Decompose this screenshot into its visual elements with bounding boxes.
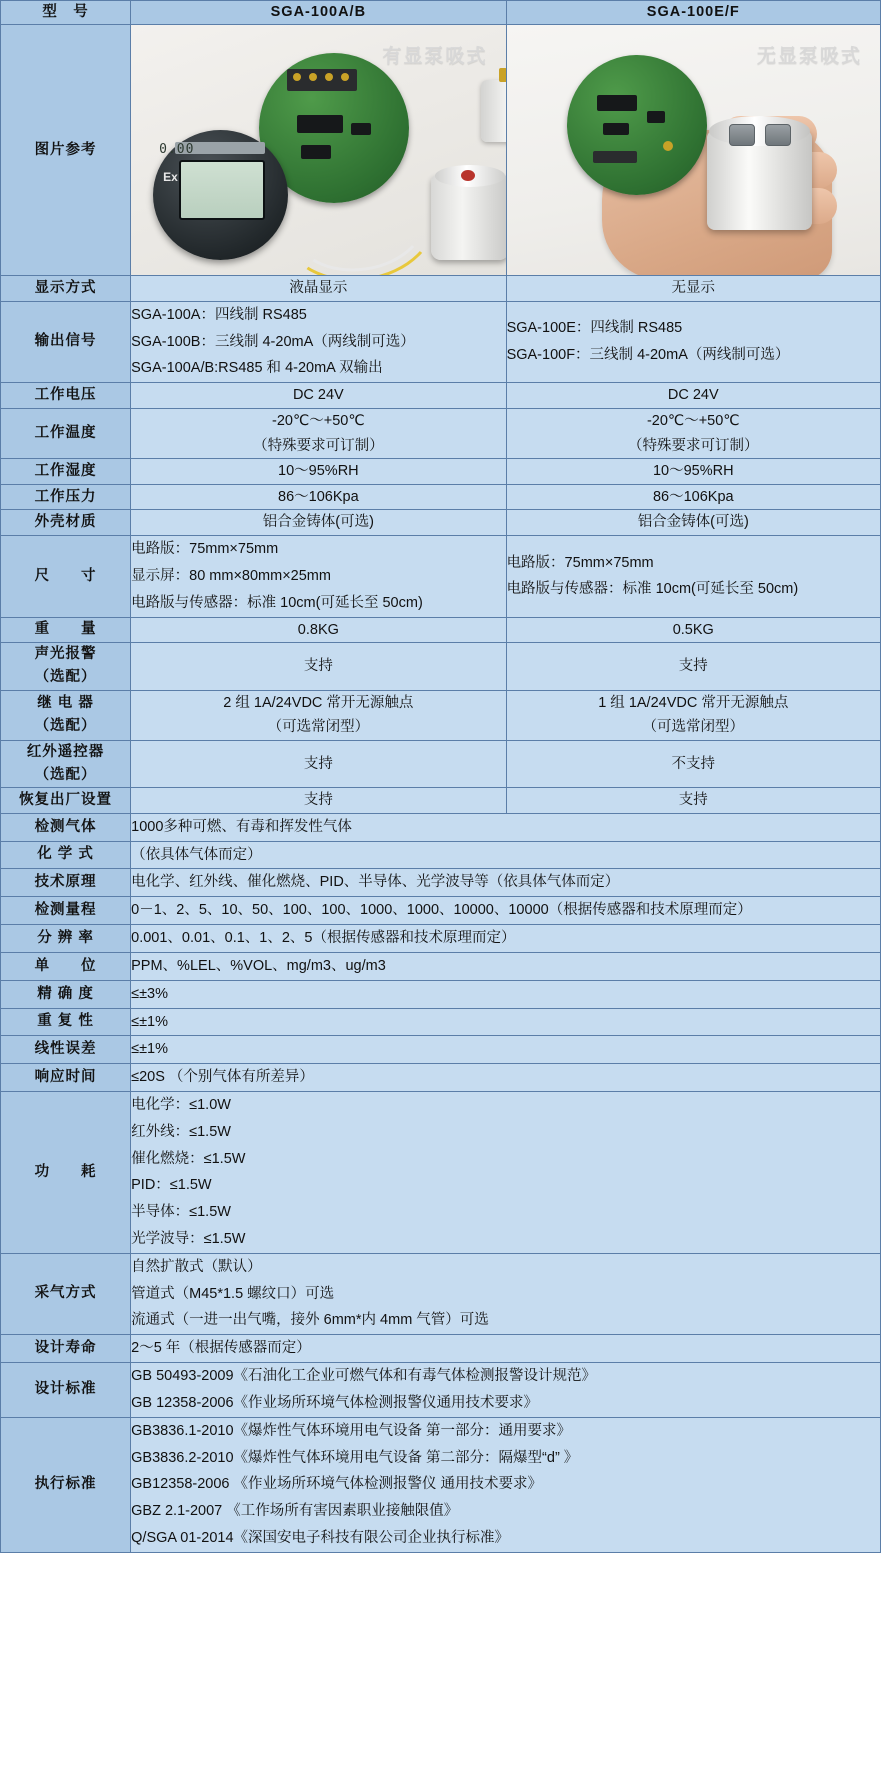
row-label-accuracy: 精 确 度 <box>1 980 131 1008</box>
table-row-range <box>1 897 881 925</box>
unit-value: PPM、%LEL、%VOL、mg/m3、ug/m3 <box>131 952 881 980</box>
display-meter-icon: 0.00 Ex <box>153 130 288 260</box>
sampling-line-2: 管道式（M45*1.5 螺纹口）可选 <box>131 1285 335 1302</box>
power-line-1: 电化学：≤1.0W <box>131 1096 231 1113</box>
response-time-value: ≤20S （个别气体有所差异） <box>131 1064 881 1092</box>
humidity-value-ab: 10～95%RH <box>131 459 506 485</box>
pressure-value-ef: 86～106Kpa <box>506 484 880 510</box>
model-col2-header: SGA-100E/F <box>506 1 880 25</box>
relay-value-ef <box>506 690 880 740</box>
display-value-ab: 液晶显示 <box>131 276 506 302</box>
row-label-voltage: 工作电压 <box>1 383 131 409</box>
dimensions-value-ab <box>131 536 506 617</box>
voltage-value-ab: DC 24V <box>131 383 506 409</box>
temperature-value-ef <box>506 408 880 458</box>
weight-value-ab: 0.8KG <box>131 617 506 643</box>
row-label-unit: 单 位 <box>1 952 131 980</box>
row-label-lifespan: 设计寿命 <box>1 1335 131 1363</box>
factory-reset-value-ab: 支持 <box>131 788 506 814</box>
factory-reset-value-ef: 支持 <box>506 788 880 814</box>
voltage-value-ef: DC 24V <box>506 383 880 409</box>
table-row-weight <box>1 617 881 643</box>
table-row-dimensions <box>1 536 881 617</box>
row-label-relay-line-2: （选配） <box>34 718 97 735</box>
table-row-technology <box>1 869 881 897</box>
table-row-lifespan <box>1 1335 881 1363</box>
alarm-value-ab: 支持 <box>131 643 506 690</box>
output-value-ab <box>131 301 506 382</box>
row-label-remote-line-2: （选配） <box>34 767 97 784</box>
row-label-humidity: 工作湿度 <box>1 459 131 485</box>
row-label-display: 显示方式 <box>1 276 131 302</box>
row-label-relay <box>1 690 131 740</box>
table-row-relay <box>1 690 881 740</box>
table-row-detect-gas <box>1 813 881 841</box>
execution-standard-value <box>131 1417 881 1552</box>
power-line-6: 光学波导：≤1.5W <box>131 1231 246 1248</box>
execution-standard-line-3: GB12358-2006 《作业场所环境气体检测报警仪 通用技术要求》 <box>131 1476 543 1493</box>
humidity-value-ef: 10～95%RH <box>506 459 880 485</box>
sensor-probe-icon <box>431 175 505 260</box>
dimensions-ab-line-1: 电路版：75mm×75mm <box>131 541 279 558</box>
execution-standard-line-1: GB3836.1-2010《爆炸性气体环境用电气设备 第一部分：通用要求》 <box>131 1422 572 1439</box>
table-row-unit <box>1 952 881 980</box>
temperature-value-ab <box>131 408 506 458</box>
dimensions-ab-line-3: 电路版与传感器：标准 10cm(可延长至 50cm) <box>131 594 423 611</box>
table-row-accuracy <box>1 980 881 1008</box>
linearity-value: ≤±1% <box>131 1036 881 1064</box>
table-row-chemical-formula <box>1 841 881 869</box>
temperature-ef-line-1: -20℃～+50℃ <box>646 412 740 429</box>
row-label-temperature: 工作温度 <box>1 408 131 458</box>
power-line-3: 催化燃烧：≤1.5W <box>131 1150 246 1167</box>
table-row-sampling <box>1 1253 881 1334</box>
pressure-value-ab: 86～106Kpa <box>131 484 506 510</box>
design-standard-line-1: GB 50493-2009《石油化工企业可燃气体和有毒气体检测报警设计规范》 <box>131 1368 597 1385</box>
row-label-execution-standard: 执行标准 <box>1 1417 131 1552</box>
watermark-ab: 有显泵吸式 <box>382 46 488 68</box>
weight-value-ef: 0.5KG <box>506 617 880 643</box>
sensor-small-icon <box>481 80 505 142</box>
sampling-value <box>131 1253 881 1334</box>
product-image-ab <box>131 25 506 276</box>
row-label-housing: 外壳材质 <box>1 510 131 536</box>
row-label-dimensions: 尺 寸 <box>1 536 131 617</box>
power-line-5: 半导体：≤1.5W <box>131 1204 231 1221</box>
output-value-ef <box>506 301 880 382</box>
execution-standard-line-2: GB3836.2-2010《爆炸性气体环境用电气设备 第二部分：隔爆型“d” 》 <box>131 1449 579 1466</box>
detect-gas-value: 1000多种可燃、有毒和挥发性气体 <box>131 813 881 841</box>
temperature-ef-line-2: （特殊要求可订制） <box>628 437 759 454</box>
remote-value-ab: 支持 <box>131 740 506 787</box>
row-label-detect-gas: 检测气体 <box>1 813 131 841</box>
table-row-design-standard <box>1 1363 881 1418</box>
relay-ef-line-1: 1 组 1A/24VDC 常开无源触点 <box>598 694 789 711</box>
row-label-images: 图片参考 <box>1 25 131 276</box>
row-label-alarm-line-1: 声光报警 <box>34 646 97 663</box>
table-row-linearity <box>1 1036 881 1064</box>
row-label-range: 检测量程 <box>1 897 131 925</box>
row-label-technology: 技术原理 <box>1 869 131 897</box>
row-label-power: 功 耗 <box>1 1091 131 1253</box>
repeatability-value: ≤±1% <box>131 1008 881 1036</box>
row-label-repeatability: 重 复 性 <box>1 1008 131 1036</box>
row-label-linearity: 线性误差 <box>1 1036 131 1064</box>
resolution-value: 0.001、0.01、0.1、1、2、5（根据传感器和技术原理而定） <box>131 925 881 953</box>
row-label-relay-line-1: 继 电 器 <box>37 695 94 712</box>
table-row-resolution <box>1 925 881 953</box>
table-row-response-time <box>1 1064 881 1092</box>
relay-ef-line-2: （可选常闭型） <box>642 719 745 736</box>
chemical-formula-value: （依具体气体而定） <box>131 841 881 869</box>
row-label-model: 型 号 <box>1 1 131 25</box>
table-row-humidity <box>1 459 881 485</box>
output-ef-line-2: SGA-100F：三线制 4-20mA（两线制可选） <box>506 347 790 364</box>
table-row-repeatability <box>1 1008 881 1036</box>
row-label-alarm <box>1 643 131 690</box>
accuracy-value: ≤±3% <box>131 980 881 1008</box>
row-label-sampling: 采气方式 <box>1 1253 131 1334</box>
model-col1-header: SGA-100A/B <box>131 1 506 25</box>
table-row-voltage <box>1 383 881 409</box>
sampling-line-3: 流通式（一进一出气嘴，接外 6mm*内 4mm 气管）可选 <box>131 1312 489 1329</box>
housing-value-ab: 铝合金铸体(可选) <box>131 510 506 536</box>
watermark-ef: 无显泵吸式 <box>756 46 862 68</box>
temperature-ab-line-1: -20℃～+50℃ <box>272 412 365 429</box>
row-label-weight: 重 量 <box>1 617 131 643</box>
design-standard-line-2: GB 12358-2006《作业场所环境气体检测报警仪通用技术要求》 <box>131 1394 539 1411</box>
row-label-output: 输出信号 <box>1 301 131 382</box>
power-line-2: 红外线：≤1.5W <box>131 1123 231 1140</box>
row-label-design-standard: 设计标准 <box>1 1363 131 1418</box>
execution-standard-line-4: GBZ 2.1-2007 《工作场所有害因素职业接触限值》 <box>131 1503 459 1520</box>
row-label-remote <box>1 740 131 787</box>
table-row-alarm <box>1 643 881 690</box>
table-row-execution-standard <box>1 1417 881 1552</box>
housing-value-ef: 铝合金铸体(可选) <box>506 510 880 536</box>
output-ab-line-1: SGA-100A：四线制 RS485 <box>131 306 307 323</box>
row-label-pressure: 工作压力 <box>1 484 131 510</box>
table-row-display <box>1 276 881 302</box>
table-row-temperature <box>1 408 881 458</box>
sensor-head-icon <box>707 130 812 230</box>
row-label-response-time: 响应时间 <box>1 1064 131 1092</box>
row-label-chemical-formula: 化 学 式 <box>1 841 131 869</box>
row-label-factory-reset: 恢复出厂设置 <box>1 788 131 814</box>
sampling-line-1: 自然扩散式（默认） <box>131 1258 262 1275</box>
table-row-output <box>1 301 881 382</box>
dimensions-ab-line-2: 显示屏：80 mm×80mm×25mm <box>131 567 331 584</box>
table-row-pressure <box>1 484 881 510</box>
power-line-4: PID：≤1.5W <box>131 1177 212 1194</box>
technology-value: 电化学、红外线、催化燃烧、PID、半导体、光学波导等（依具体气体而定） <box>131 869 881 897</box>
power-value <box>131 1091 881 1253</box>
relay-ab-line-1: 2 组 1A/24VDC 常开无源触点 <box>223 694 414 711</box>
dimensions-value-ef <box>506 536 880 617</box>
relay-ab-line-2: （可选常闭型） <box>267 719 370 736</box>
output-ab-line-2: SGA-100B：三线制 4-20mA（两线制可选） <box>131 333 415 350</box>
table-row-model <box>1 1 881 25</box>
table-row-housing <box>1 510 881 536</box>
table-row-images <box>1 25 881 276</box>
table-row-remote <box>1 740 881 787</box>
output-ab-line-3: SGA-100A/B:RS485 和 4-20mA 双输出 <box>131 360 383 377</box>
table-row-power <box>1 1091 881 1253</box>
execution-standard-line-5: Q/SGA 01-2014《深国安电子科技有限公司企业执行标准》 <box>131 1529 510 1546</box>
output-ef-line-1: SGA-100E：四线制 RS485 <box>506 320 683 337</box>
table-row-factory-reset <box>1 788 881 814</box>
range-value: 0－1、2、5、10、50、100、100、1000、1000、10000、10000（根据传感器和技术原理而定） <box>131 897 881 925</box>
relay-value-ab <box>131 690 506 740</box>
temperature-ab-line-2: （特殊要求可订制） <box>253 437 384 454</box>
row-label-remote-line-1: 红外遥控器 <box>26 743 105 760</box>
design-standard-value <box>131 1363 881 1418</box>
row-label-alarm-line-2: （选配） <box>34 669 97 686</box>
remote-value-ef: 不支持 <box>506 740 880 787</box>
row-label-resolution: 分 辨 率 <box>1 925 131 953</box>
display-value-ef: 无显示 <box>506 276 880 302</box>
product-image-ef <box>506 25 880 276</box>
dimensions-ef-line-2: 电路版与传感器：标准 10cm(可延长至 50cm) <box>506 581 799 598</box>
alarm-value-ef: 支持 <box>506 643 880 690</box>
pcb-board-ef-icon <box>567 55 707 195</box>
dimensions-ef-line-1: 电路版：75mm×75mm <box>506 554 654 571</box>
lifespan-value: 2～5 年（根据传感器而定） <box>131 1335 881 1363</box>
